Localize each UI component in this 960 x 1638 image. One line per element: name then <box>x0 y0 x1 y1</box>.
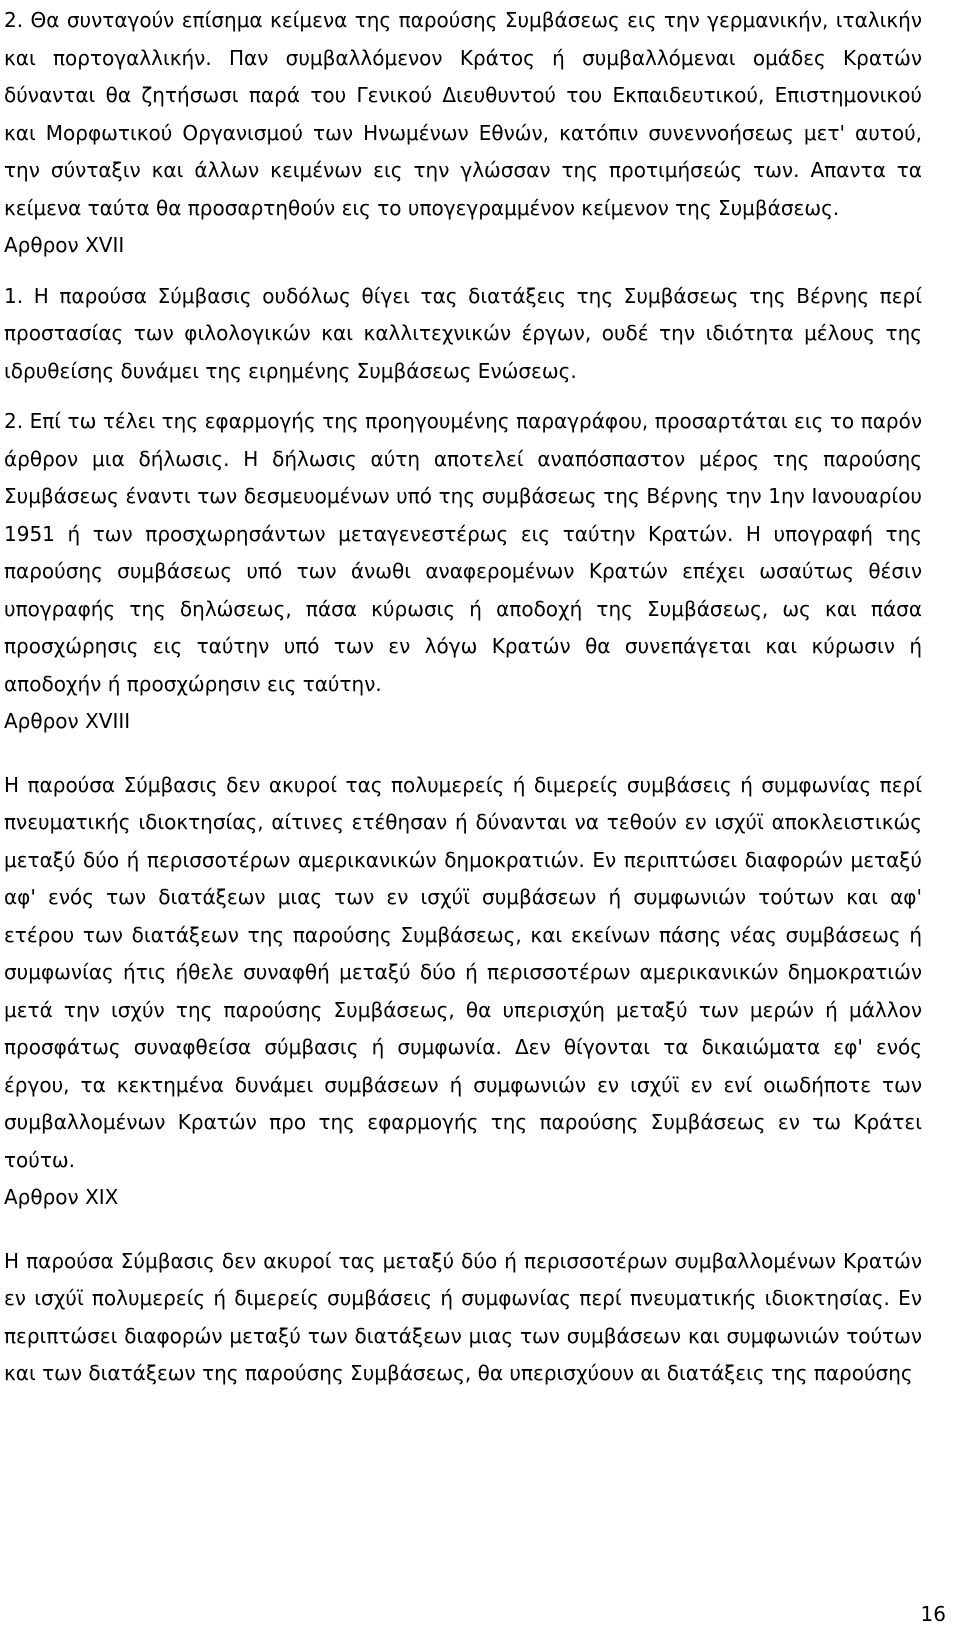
paragraph-article-17-1: 1. Η παρούσα Σύμβασις ουδόλως θίγει τας διατάξεις της Συμβάσεως της Βέρνης περί προστασίας των φιλολογικών και καλλιτεχνικών έργων, ουδέ την ιδιότητα μέλους της ιδρυθείσης δυνάμει της ειρημένης Συμβάσεως Ενώσεως. <box>4 283 922 383</box>
paragraph-article-19-1: Η παρούσα Σύμβασις δεν ακυροί τας μεταξύ δύο ή περισσοτέρων συμβαλλομένων Κρατών εν ισχύϊ πολυμερείς ή διμερείς συμβάσεις ή συμφωνίας περί πνευματικής ιδιοκτησίας. Εν περιπτώσει διαφορών μεταξύ των διατάξεων μιας των συμβάσεων και συμφωνιών τούτων και των διατάξεων της παρούσης Συμβάσεως, θα υπερισχύουν αι διατάξεις της παρούσης <box>4 1248 922 1385</box>
article-18-heading: Αρθρον XVIII <box>4 709 131 733</box>
page-number: 16 <box>920 1602 946 1626</box>
article-19-heading: Αρθρον XIX <box>4 1185 119 1209</box>
paragraph-article-16-2: 2. Θα συνταγούν επίσημα κείμενα της παρούσης Συμβάσεως εις την γερμανικήν, ιταλικήν και πορτογαλλικήν. Παν συμβαλλόμενον Κράτος ή συμβαλλόμεναι ομάδες Κρατών δύνανται θα ζητήσωσι παρά του Γενικού Διευθυντού του Εκπαιδευτικού, Επιστημονικού και Μορφωτικού Οργανισμού των Ηνωμένων Εθνών, κατόπιν συνεννοήσεως μετ' αυτού, την σύνταξιν και άλλων κειμένων εις την γλώσσαν της προτιμήσεώς των. Απαντα τα κείμενα ταύτα θα προσαρτηθούν εις το υπογεγραμμένον κείμενον της Συμβάσεως. <box>4 8 922 220</box>
article-17-heading: Αρθρον XVII <box>4 233 125 257</box>
paragraph-article-17-2: 2. Επί τω τέλει της εφαρμογής της προηγουμένης παραγράφου, προσαρτάται εις το παρόν άρθρον μια δήλωσις. Η δήλωσις αύτη αποτελεί αναπόσπαστον μέρος της παρούσης Συμβάσεως έναντι των δεσμευομένων υπό της συμβάσεως της Βέρνης την 1ην Ιανουαρίου 1951 ή των προσχωρησάντων μεταγενεστέρως εις ταύτην Κρατών. Η υπογραφή της παρούσης συμβάσεως υπό των άνωθι αναφερομένων Κρατών επέχει ωσαύτως θέσιν υπογραφής της δηλώσεως, πάσα κύρωσις ή αποδοχή της Συμβάσεως, ως και πάσα προσχώρησις εις ταύτην υπό των εν λόγω Κρατών θα συνεπάγεται και κύρωσιν ή αποδοχήν ή προσχώρησιν εις ταύτην. <box>4 409 922 696</box>
paragraph-article-18-1: Η παρούσα Σύμβασις δεν ακυροί τας πολυμερείς ή διμερείς συμβάσεις ή συμφωνίας περί πνευματικής ιδιοκτησίας, αίτινες ετέθησαν ή δύνανται να τεθούν εν ισχύϊ αποκλειστικώς μεταξύ δύο ή περισσοτέρων αμερικανικών δημοκρατιών. Εν περιπτώσει διαφορών μεταξύ αφ' ενός των διατάξεων μιας των εν ισχύϊ συμβάσεων ή συμφωνιών τούτων και αφ' ετέρου των διατάξεων της παρούσης Συμβάσεως, και εκείνων πάσης νέας συμβάσεως ή συμφωνίας ήτις ήθελε συναφθή μεταξύ δύο ή περισσοτέρων αμερικανικών δημοκρατιών μετά την ισχύν της παρούσης Συμβάσεως, θα υπερισχύη μεταξύ των μερών ή μάλλον προσφάτως συναφθείσα σύμβασις ή συμφωνία. Δεν θίγονται τα δικαιώματα εφ' ενός έργου, τα κεκτημένα δυνάμει συμβάσεων ή συμφωνιών εν ισχύϊ εν ενί οιωδήποτε των συμβαλλομένων Κρατών προ της εφαρμογής της παρούσης Συμβάσεως εν τω Κράτει τούτω. <box>4 772 922 1172</box>
